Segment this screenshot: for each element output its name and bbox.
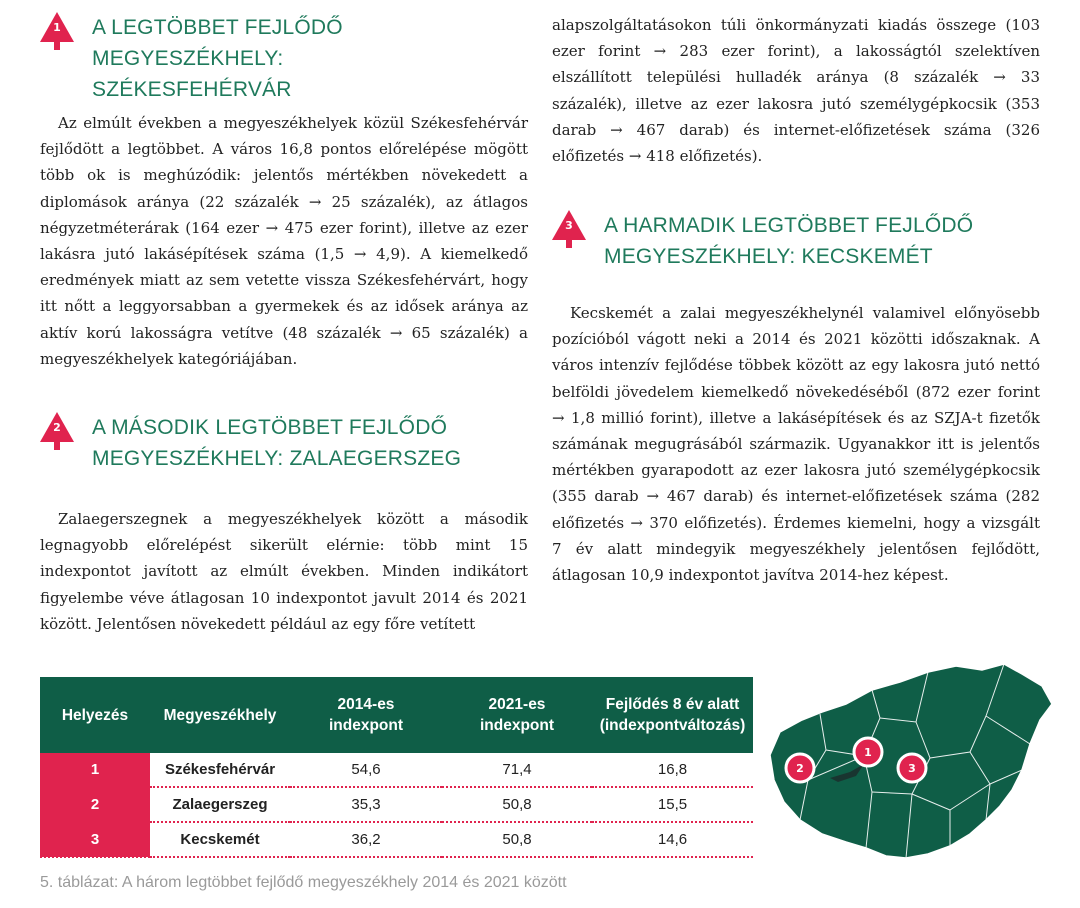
city-cell: Zalaegerszeg — [150, 787, 290, 822]
section-1-title: A LEGTÖBBET FEJLŐDŐ MEGYESZÉKHELY: SZÉKESFEHÉRVÁR — [92, 16, 343, 101]
section-2-paragraph: Zalaegerszegnek a megyeszékhelyek között a második legnagyobb előrelépést sikerült elérnie: több mint 15 indexpontot javított az elmúlt években. Minden indikátort figyelembe véve átlagosan 10 indexpontot javult 2014 és 2021 között. Jelentősen növekedett például az egy főre vetített — [40, 510, 528, 633]
map-marker-icon — [898, 754, 926, 782]
section-1-paragraph: Az elmúlt években a megyeszékhelyek közül Székesfehérvár fejlődött a legtöbbet. A város 16,8 pontos előrelépése mögött több ok is meghúzódik: jelentős mértékben növekedett a diplomások aránya (22 százalék → 25 százalék), az átlagos négyzetméterárak (164 ezer → 475 ezer forint), illetve az ezer lakásra jutó lakásépítések száma (1,5 → 4,9). A kiemelkedő eredmények miatt az sem vetette vissza Székesfehérvárt, hogy itt nőtt a leggyorsabban a gyermekek és az idősek aránya az aktív korú lakosságra vetítve (48 százalék → 65 százalék) a megyeszékhelyek kategóriájában. — [40, 114, 528, 368]
value-2014-cell: 54,6 — [290, 753, 442, 787]
header-change: Fejlődés 8 év alatt (indexpontváltozás) — [592, 677, 753, 753]
table-row — [40, 822, 753, 857]
city-cell: Székesfehérvár — [150, 753, 290, 787]
rank-cell: 3 — [40, 822, 150, 857]
value-2021-cell: 50,8 — [442, 822, 592, 857]
rank-cell: 2 — [40, 787, 150, 822]
svg-text:1: 1 — [864, 746, 872, 759]
map-marker-icon — [854, 738, 882, 766]
section-2-continuation: alapszolgáltatásokon túli önkormányzati kiadás összege (103 ezer forint → 283 ezer forint), a lakosságtól szelektíven elszállított települési hulladék aránya (8 százalék → 33 százalék), illetve az ezer lakosra jutó személygépkocsik (353 darab → 467 darab) és internet-előfizetések száma (326 előfizetés → 418 előfizetés). — [552, 16, 1040, 166]
change-cell: 16,8 — [592, 753, 753, 787]
ranking-table — [40, 677, 753, 858]
table-header-row — [40, 677, 753, 753]
table-row — [40, 753, 753, 787]
header-rank: Helyezés — [40, 677, 150, 753]
section-3-title: A HARMADIK LEGTÖBBET FEJLŐDŐ MEGYESZÉKHELY: KECSKEMÉT — [604, 214, 974, 268]
header-2021: 2021-es indexpont — [442, 677, 592, 753]
section-2-heading — [40, 412, 461, 474]
value-2021-cell: 50,8 — [442, 787, 592, 822]
city-cell: Kecskemét — [150, 822, 290, 857]
value-2014-cell: 36,2 — [290, 822, 442, 857]
section-1-heading — [40, 12, 528, 105]
change-cell: 15,5 — [592, 787, 753, 822]
value-2021-cell: 71,4 — [442, 753, 592, 787]
section-3-paragraph: Kecskemét a zalai megyeszékhelynél valamivel előnyösebb pozícióból vágott neki a 2014 és 2021 közötti időszaknak. A város intenzív fejlődése többek között az egy lakosra jutó nettó belföldi jövedelem kiemelkedő növekedéséből (872 ezer forint → 1,8 millió forint), illetve a lakásépítések és az SZJA-t fizetők számának megugrásából származik. Ugyanakkor itt is jelentős mértékben gyarapodott az ezer lakosra jutó személygépkocsik (355 darab → 467 darab) és internet-előfizetések száma (282 előfizetés → 370 előfizetés). Érdemes kiemelni, hogy a vizsgált 7 év alatt mindegyik megyeszékhely jelentősen fejlődött, átlagosan 10,9 indexpontot javítva 2014-hez képest. — [552, 304, 1040, 585]
svg-text:3: 3 — [908, 762, 916, 775]
change-cell: 14,6 — [592, 822, 753, 857]
tree-badge-icon: 3 — [552, 210, 586, 250]
map-marker-icon — [786, 754, 814, 782]
tree-badge-icon: 2 — [40, 412, 74, 452]
table-caption: 5. táblázat: A három legtöbbet fejlődő megyeszékhely 2014 és 2021 között — [40, 874, 567, 891]
rank-cell: 1 — [40, 753, 150, 787]
tree-badge-icon: 1 — [40, 12, 74, 52]
hungary-map-icon — [760, 660, 1060, 865]
table-row — [40, 787, 753, 822]
svg-text:2: 2 — [796, 762, 804, 775]
header-city: Megyeszékhely — [150, 677, 290, 753]
value-2014-cell: 35,3 — [290, 787, 442, 822]
section-3-heading — [552, 210, 973, 272]
section-2-title: A MÁSODIK LEGTÖBBET FEJLŐDŐ MEGYESZÉKHELY: ZALAEGERSZEG — [92, 416, 462, 470]
header-2014: 2014-es indexpont — [290, 677, 442, 753]
